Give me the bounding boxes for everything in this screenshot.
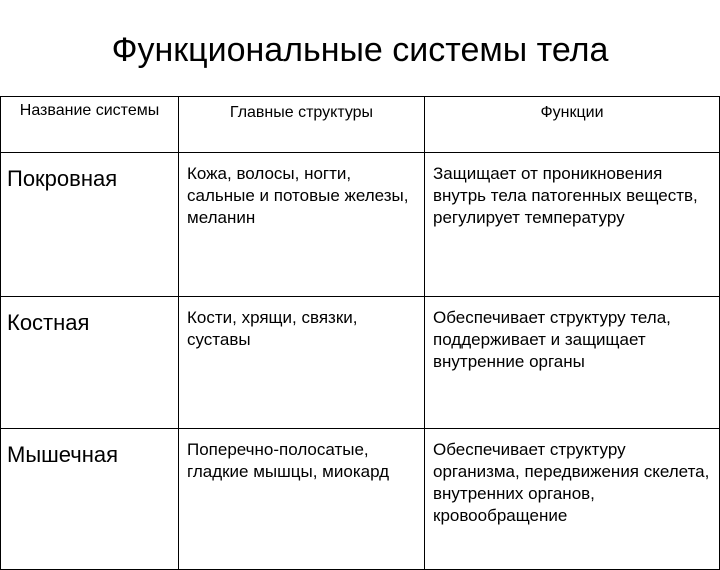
functions-cell: Обеспечивает структуру тела, поддерживает и защищает внутренние органы (425, 297, 720, 429)
header-label: Название системы (19, 102, 160, 119)
header-functions (425, 97, 720, 153)
page-title: Функциональные системы тела (111, 31, 609, 69)
header-label: Функции (540, 104, 604, 121)
system-name-cell: Костная (1, 297, 179, 429)
table-row (1, 297, 720, 429)
functions-cell: Защищает от проникновения внутрь тела патогенных веществ, регулирует температуру (425, 153, 720, 297)
header-main-structures (179, 97, 425, 153)
system-name-cell: Мышечная (1, 429, 179, 570)
table-row (1, 153, 720, 297)
header-system-name (1, 97, 179, 153)
structures-cell: Поперечно-полосатые, гладкие мышцы, миокард (179, 429, 425, 570)
structures-cell: Кожа, волосы, ногти, сальные и потовые железы, меланин (179, 153, 425, 297)
structures-cell: Кости, хрящи, связки, суставы (179, 297, 425, 429)
table-header-row (1, 97, 720, 153)
header-label: Главные структуры (229, 104, 374, 121)
system-name-cell: Покровная (1, 153, 179, 297)
table-row (1, 429, 720, 570)
systems-table (0, 96, 720, 570)
functions-cell: Обеспечивает структуру организма, передвижения скелета, внутренних органов, кровообращение (425, 429, 720, 570)
